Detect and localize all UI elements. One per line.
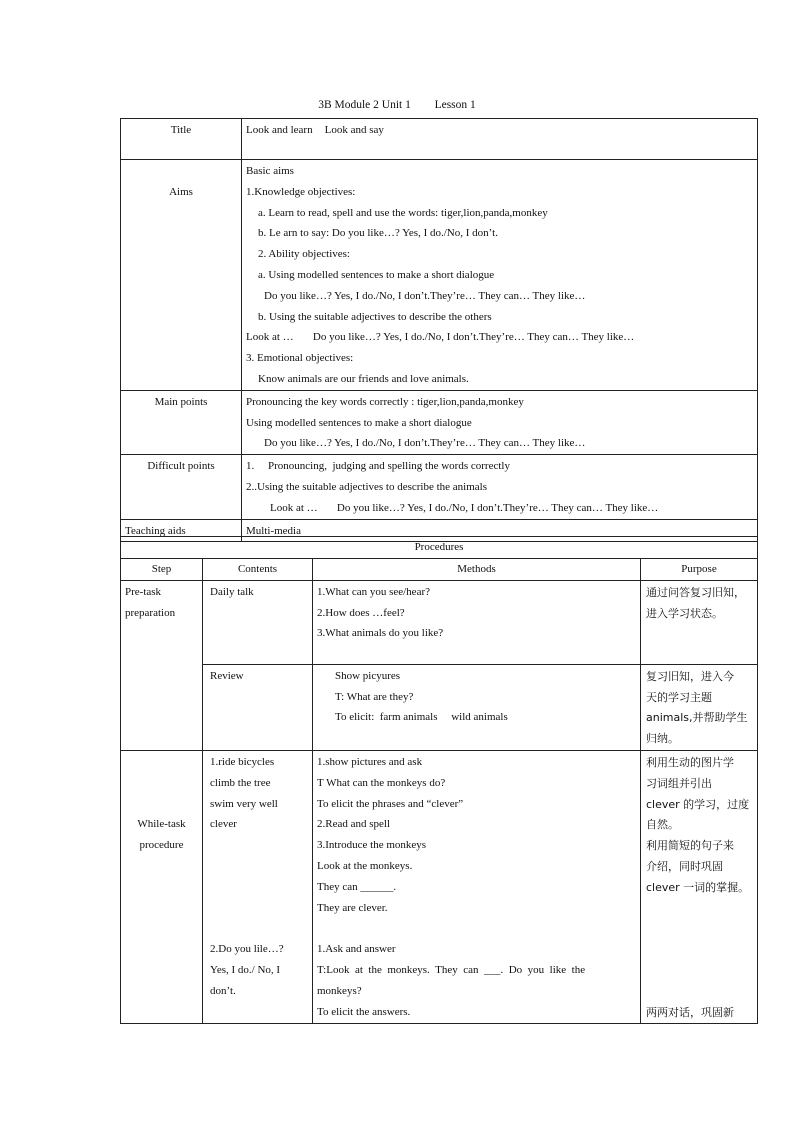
aims-line: 2. Ability objectives: — [258, 248, 350, 261]
aims-line: a. Learn to read, spell and use the words: tiger,lion,panda,monkey — [258, 206, 548, 219]
method-line: They are clever. — [317, 901, 388, 914]
purpose-line: clever 一词的掌握。 — [646, 880, 750, 894]
contents-daily-talk: Daily talk — [203, 580, 313, 664]
purpose-line: 天的学习主题 — [646, 690, 712, 704]
methods-daily-talk — [313, 580, 641, 664]
method-line: 3.Introduce the monkeys — [317, 839, 427, 852]
title-value-2: Look and say — [324, 124, 384, 136]
method-line: 1.show pictures and ask — [317, 755, 423, 768]
aims-line: 1.Knowledge objectives: — [246, 185, 356, 198]
content-line: climb the tree — [210, 776, 271, 789]
aims-line: Look at … Do you like…? Yes, I do./No, I don’t.They’re… They can… They like… — [246, 331, 635, 344]
purpose-line: clever 的学习，过度 — [646, 797, 750, 811]
lesson-overview-table — [120, 118, 758, 542]
purpose-line: 自然。 — [646, 818, 679, 832]
page-title-lesson: Lesson 1 — [434, 99, 476, 111]
difficult-points-row — [121, 455, 758, 519]
main-points-line: Using modelled sentences to make a short dialogue — [246, 416, 472, 429]
methods-while-task — [313, 750, 641, 1023]
teaching-aids-label: Teaching aids — [121, 519, 242, 542]
page-title — [0, 99, 794, 111]
aims-line: Basic aims — [246, 165, 294, 177]
procedures-table — [120, 536, 758, 1024]
main-points-row — [121, 390, 758, 454]
method-line: monkeys? — [317, 984, 362, 997]
content-line: clever — [210, 818, 237, 831]
aims-line: b. Using the suitable adjectives to describe the others — [258, 310, 492, 323]
difficult-points-line: 2..Using the suitable adjectives to describe the animals — [246, 480, 488, 493]
method-line: 1.Ask and answer — [317, 943, 396, 956]
purpose-line: 进入学习状态。 — [646, 606, 723, 620]
aims-content — [242, 160, 758, 391]
main-points-line: Pronouncing the key words correctly : tiger,lion,panda,monkey — [246, 395, 524, 408]
method-line: T:Look at the monkeys. They can ___. Do you like the — [317, 963, 586, 976]
step-pre-task-line: preparation — [125, 606, 176, 619]
difficult-points-line: Look at … Do you like…? Yes, I do./No, I don’t.They’re… They can… They like… — [270, 501, 659, 514]
title-value — [242, 119, 758, 160]
method-line: 1.What can you see/hear? — [317, 585, 430, 598]
title-row — [121, 119, 758, 160]
method-line: To elicit the phrases and “clever” — [317, 797, 464, 810]
method-line: Look at the monkeys. — [317, 859, 413, 872]
page-title-module: 3B Module 2 Unit 1 — [318, 99, 411, 111]
teaching-aids-value: Multi-media — [242, 519, 758, 542]
main-points-line: Do you like…? Yes, I do./No, I don’t.They’re… They can… They like… — [264, 437, 586, 450]
purpose-line: 通过问答复习旧知， — [646, 585, 745, 599]
difficult-points-line: 1. Pronouncing, judging and spelling the words correctly — [246, 460, 510, 473]
aims-line: b. Le arn to say: Do you like…? Yes, I do./No, I don’t. — [258, 227, 498, 240]
procedures-heading: Procedures — [121, 537, 758, 559]
pre-task-review-row — [121, 664, 758, 750]
contents-review: Review — [203, 664, 313, 750]
purpose-line: 介绍，同时巩固 — [646, 859, 723, 873]
contents-while-task — [203, 750, 313, 1023]
purpose-daily-talk — [641, 580, 758, 664]
step-while-task-line: While-task — [137, 818, 186, 831]
col-header-step: Step — [121, 558, 203, 580]
step-while-task — [121, 750, 203, 1023]
step-pre-task — [121, 580, 203, 750]
method-line: T: What are they? — [335, 690, 414, 703]
main-points-label: Main points — [121, 390, 242, 454]
method-line: 2.How does …feel? — [317, 606, 405, 619]
method-line: 2.Read and spell — [317, 818, 391, 831]
step-while-task-line: procedure — [139, 839, 184, 852]
content-line: 2.Do you lile…? — [210, 943, 284, 956]
methods-review — [313, 664, 641, 750]
difficult-points-label: Difficult points — [121, 455, 242, 519]
pre-task-daily-talk-row — [121, 580, 758, 664]
title-value-1: Look and learn — [246, 124, 313, 136]
purpose-line: 利用简短的句子来 — [646, 839, 734, 853]
content-line: don’t. — [210, 984, 236, 997]
procedures-heading-row — [121, 537, 758, 559]
title-label: Title — [121, 119, 242, 160]
aims-line: Know animals are our friends and love animals. — [258, 372, 469, 385]
difficult-points-content — [242, 455, 758, 519]
content-line: Yes, I do./ No, I — [210, 963, 281, 976]
aims-label-text: Aims — [169, 185, 193, 198]
purpose-line: 复习旧知，进入今 — [646, 669, 734, 683]
content-line: swim very well — [210, 797, 278, 810]
col-header-contents: Contents — [203, 558, 313, 580]
step-pre-task-line: Pre-task — [125, 585, 162, 598]
aims-line: Do you like…? Yes, I do./No, I don’t.They’re… They can… They like… — [264, 289, 586, 302]
method-line: Show picyures — [335, 669, 401, 682]
procedures-header-row — [121, 558, 758, 580]
method-line: To elicit: farm animals wild animals — [335, 711, 508, 724]
method-line: 3.What animals do you like? — [317, 627, 444, 640]
purpose-line: 习词组并引出 — [646, 776, 712, 790]
purpose-line: 两两对话，巩固新 — [646, 1005, 734, 1019]
purpose-line: 归纳。 — [646, 732, 679, 746]
purpose-while-task — [641, 750, 758, 1023]
content-line: 1.ride bicycles — [210, 755, 275, 768]
purpose-line: animals,并帮助学生 — [646, 711, 748, 725]
col-header-methods: Methods — [313, 558, 641, 580]
aims-row — [121, 160, 758, 391]
aims-label — [121, 160, 242, 391]
while-task-row — [121, 750, 758, 1023]
col-header-purpose: Purpose — [641, 558, 758, 580]
method-line: T What can the monkeys do? — [317, 776, 446, 789]
purpose-review — [641, 664, 758, 750]
aims-line: a. Using modelled sentences to make a short dialogue — [258, 268, 495, 281]
method-line: They can ______. — [317, 880, 397, 893]
purpose-line: 利用生动的图片学 — [646, 755, 734, 769]
aims-line: 3. Emotional objectives: — [246, 352, 354, 365]
main-points-content — [242, 390, 758, 454]
method-line: To elicit the answers. — [317, 1005, 411, 1018]
